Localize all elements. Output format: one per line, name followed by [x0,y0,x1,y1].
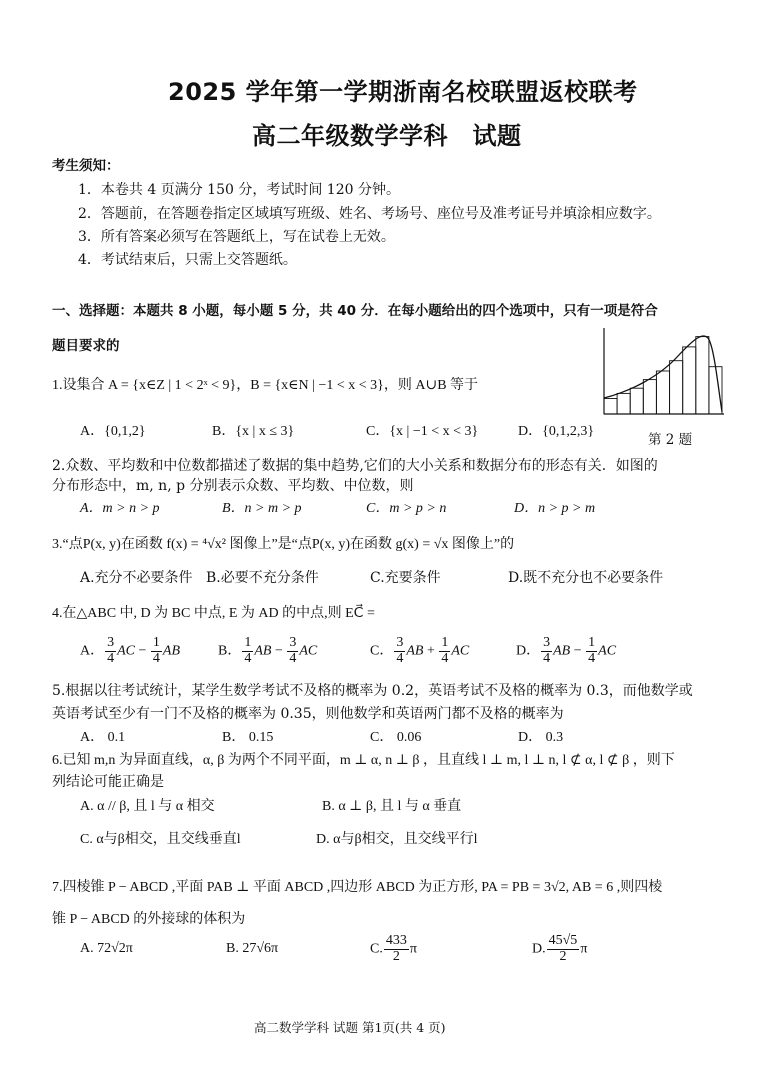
q3-option-d: D.既不充分也不必要条件 [508,570,664,586]
q4-stem: 4.在△ABC 中, D 为 BC 中点, E 为 AD 的中点,则 EC⃗ = [52,606,375,621]
histogram-bar [696,337,709,414]
exam-title-line2: 高二年级数学学科 试题 [252,122,522,150]
q6-option-b: B. α ⊥ β, 且 l 与 α 垂直 [322,799,462,814]
q2-option-a: A．m > n > p [80,501,160,516]
q2-option-d: D．n > p > m [514,501,596,516]
histogram-bar [656,371,669,414]
q5-stem-line2: 英语考试至少有一门不及格的概率为 0.35，则他数学和英语两门都不及格的概率为 [52,706,564,722]
histogram-bar [709,367,722,414]
notice-item-4: 4．考试结束后，只需上交答题纸。 [78,252,297,268]
q1-option-d: D．{0,1,2,3} [518,424,595,439]
q3-option-a: A.充分不必要条件 [80,570,193,586]
q1-option-c: C．{x | −1 < x < 3} [366,424,479,439]
histogram-bar [604,399,617,415]
q3-option-c: C.充要条件 [370,570,441,586]
q4-option-a: A． $\frac{3}{4}$ AC − $\frac{1}{4}$ AB [80,635,181,666]
q7-stem-line2: 锥 P − ABCD 的外接球的体积为 [52,912,246,927]
distribution-curve [604,336,722,412]
histogram-figure [598,326,728,418]
histogram-bar [617,393,630,414]
q6-option-c: C. α与β相交，且交线垂直l [80,832,241,847]
notice-item-2: 2．答题前，在答题卷指定区域填写班级、姓名、考场号、座位号及准考证号并填涂相应数字。 [78,206,661,222]
histogram-bars [604,337,722,414]
histogram-bar [683,347,696,414]
q6-stem-line2: 列结论可能正确是 [52,774,164,790]
q7-option-a: A. 72√2π [80,941,133,956]
figure-caption: 第 2 题 [648,432,693,448]
page-footer: 高二数学学科 试题 第1页(共 4 页) [254,1020,446,1035]
q7-option-b: B. 27√6π [226,941,279,956]
exam-title-line1: 2025 学年第一学期浙南名校联盟返校联考 [168,78,638,106]
q7-option-c: C. $\frac{433}{2}$ π [370,933,417,964]
q7-option-d: D. $\frac{45√5}{2}$ π [532,933,588,964]
section1-heading-cont: 题目要求的 [52,338,120,354]
q3-stem: 3.“点P(x, y)在函数 f(x) = ⁴√x² 图像上”是“点P(x, y)在函数 g(x) = √x 图像上”的 [52,537,515,552]
histogram-bar [643,380,656,414]
histogram-bar [670,361,683,414]
q3-option-b: B.必要不充分条件 [206,570,319,586]
notice-item-1: 1．本卷共 4 页满分 150 分，考试时间 120 分钟。 [78,182,400,198]
q4-option-b: B． $\frac{1}{4}$ AB − $\frac{3}{4}$ AC [218,635,318,666]
q6-stem-line1: 6.已知 m,n 为异面直线，α, β 为两个不同平面，m ⊥ α, n ⊥ β ，且直线 l ⊥ m, l ⊥ n, l ⊄ α, l ⊄ β ，则下 [52,753,675,768]
q2-stem-line2: 分布形态中，m, n, p 分别表示众数、平均数、中位数，则 [52,478,414,494]
q2-option-c: C．m > p > n [366,501,447,516]
q5-stem-line1: 5.根据以往考试统计，某学生数学考试不及格的概率为 0.2，英语考试不及格的概率为 0.3，而他数学或 [52,683,693,699]
notice-heading: 考生须知： [52,158,120,174]
q5-option-c: C． 0.06 [370,730,422,745]
q4-option-c: C． $\frac{3}{4}$ AB + $\frac{1}{4}$ AC [370,635,470,666]
q5-option-b: B． 0.15 [222,730,274,745]
q2-option-b: B．n > m > p [222,501,302,516]
q5-option-a: A． 0.1 [80,730,126,745]
q4-option-d: D． $\frac{3}{4}$ AB − $\frac{1}{4}$ AC [516,635,617,666]
section1-heading: 一、选择题：本题共 8 小题，每小题 5 分，共 40 分．在每小题给出的四个选项中，只有一项是符合 [52,303,658,319]
q6-option-a: A. α // β, 且 l 与 α 相交 [80,799,215,814]
q6-option-d: D. α与β相交，且交线平行l [316,832,478,847]
q1-option-a: A．{0,1,2} [80,424,146,439]
q5-option-d: D． 0.3 [518,730,564,745]
q7-stem-line1: 7.四棱锥 P − ABCD ,平面 PAB ⊥ 平面 ABCD ,四边形 ABCD 为正方形, PA = PB = 3√2, AB = 6 ,则四棱 [52,880,663,895]
histogram-bar [630,388,643,414]
q1-option-b: B．{x | x ≤ 3} [212,424,295,439]
notice-item-3: 3．所有答案必须写在答题纸上，写在试卷上无效。 [78,229,395,245]
q2-stem-line1: 2.众数、平均数和中位数都描述了数据的集中趋势,它们的大小关系和数据分布的形态有关．如图的 [52,458,658,474]
q1-stem: 1.设集合 A = {x∈Z | 1 < 2ˣ < 9}，B = {x∈N | −1 < x < 3}，则 A∪B 等于 [52,378,479,393]
